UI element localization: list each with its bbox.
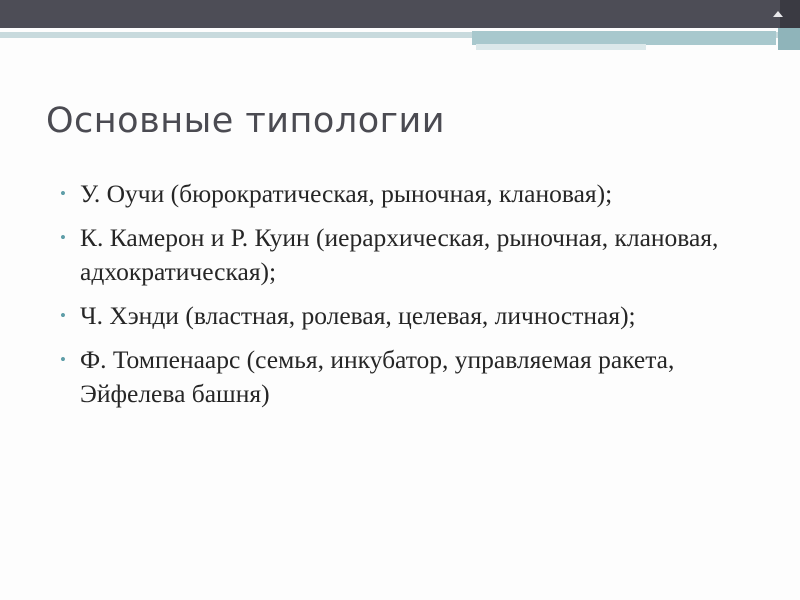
header-accent-strip xyxy=(476,44,646,50)
list-item-text: У. Оучи (бюрократическая, рыночная, клановая); xyxy=(80,179,613,208)
header-corner-block xyxy=(778,28,800,50)
list-item xyxy=(60,177,784,211)
header-triangle-icon xyxy=(773,11,783,17)
list-item-text: Ф. Томпенаарс (семья, инкубатор, управляемая ракета, Эйфелева башня) xyxy=(80,345,675,408)
bullet-dot-icon: • xyxy=(60,350,66,369)
bullet-dot-icon: • xyxy=(60,228,66,247)
list-item xyxy=(60,343,784,411)
list-item xyxy=(60,299,784,333)
list-item-text: Ч. Хэнди (властная, ролевая, целевая, личностная); xyxy=(80,301,636,330)
bullet-dot-icon: • xyxy=(60,306,66,325)
list-item-text: К. Камерон и Р. Куин (иерархическая, рыночная, клановая, адхократическая); xyxy=(80,223,719,286)
list-item xyxy=(60,221,784,289)
bullet-dot-icon: • xyxy=(60,184,66,203)
slide-title: Основные типологии xyxy=(46,101,445,141)
header-band-end xyxy=(780,0,800,28)
header-band xyxy=(0,0,780,28)
bullet-list xyxy=(60,177,784,421)
header-accent-block xyxy=(472,31,776,45)
